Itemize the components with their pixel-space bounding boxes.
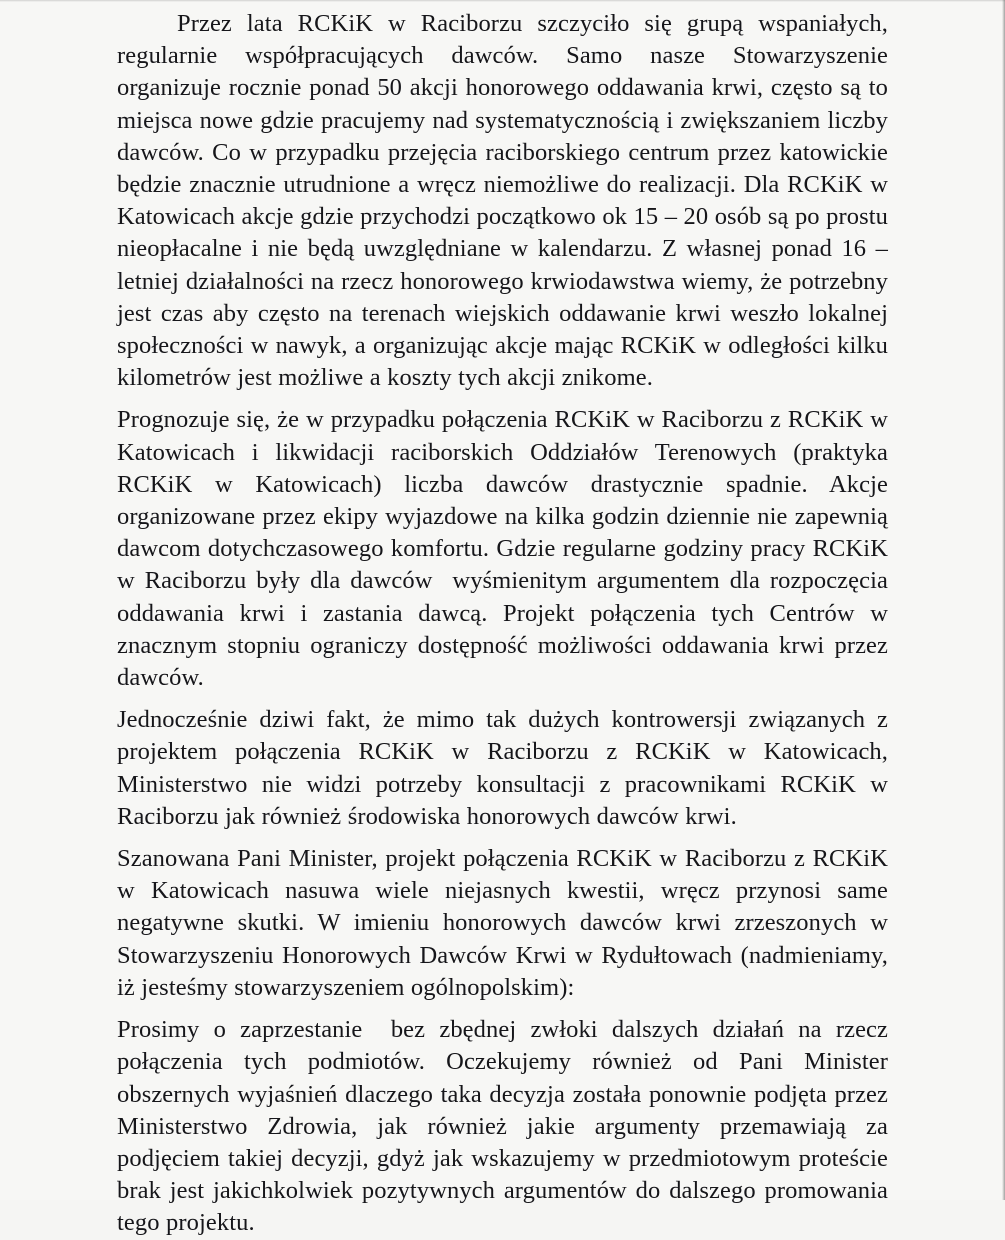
page-top-edge-shadow	[0, 0, 1005, 2]
paragraph-4: Szanowana Pani Minister, projekt połączenia RCKiK w Raciborzu z RCKiK w Katowicach nasuwa wiele niejasnych kwestii, wręcz przynosi same negatywne skutki. W imieniu honorowych dawców krwi zrzeszonych w Stowarzyszeniu Honorowych Dawców Krwi w Rydułtowach (nadmieniamy, iż jesteśmy stowarzyszeniem ogólnopolskim):	[117, 845, 895, 1001]
paragraph-2: Prognozuje się, że w przypadku połączenia RCKiK w Raciborzu z RCKiK w Katowicach i likwidacji raciborskich Oddziałów Terenowych (praktyka RCKiK w Katowicach) liczba dawców drastycznie spadnie. Akcje organizowane przez ekipy wyjazdowe na kilka godzin dziennie nie zapewnią dawcom dotychczasowego komfortu. Gdzie regularne godziny pracy RCKiK w Raciborzu były dla dawców wyśmienitym argumentem dla rozpoczęcia oddawania krwi i zastania dawcą. Projekt połączenia tych Centrów w znacznym stopniu ograniczy dostępność możliwości oddawania krwi przez dawców.	[117, 406, 895, 692]
paragraph-1: Przez lata RCKiK w Raciborzu szczyciło się grupą wspaniałych, regularnie współpracujących dawców. Samo nasze Stowarzyszenie organizuje rocznie ponad 50 akcji honorowego oddawania krwi, często są to miejsca nowe gdzie pracujemy nad systematycznością i zwiększaniem liczby dawców. Co w przypadku przejęcia raciborskiego centrum przez katowickie będzie znacznie utrudnione a wręcz niemożliwe do realizacji. Dla RCKiK w Katowicach akcje gdzie przychodzi początkowo ok 15 – 20 osób są po prostu nieopłacalne i nie będą uwzględniane w kalendarzu. Z własnej ponad 16 – letniej działalności na rzecz honorowego krwiodawstwa wiemy, że potrzebny jest czas aby często na terenach wiejskich oddawanie krwi weszło lokalnej społeczności w nawyk, a organizując akcje mając RCKiK w odległości kilku kilometrów jest możliwe a koszty tych akcji znikome.	[117, 10, 901, 392]
paragraph-5: Prosimy o zaprzestanie bez zbędnej zwłoki dalszych działań na rzecz połączenia tych podmiotów. Oczekujemy również od Pani Minister obszernych wyjaśnień dlaczego taka decyzja została ponownie podjęta przez Ministerstwo Zdrowia, jak również jakie argumenty przemawiają za podjęciem takiej decyzji, gdyż jak wskazujemy w przedmiotowym proteście brak jest jakichkolwiek pozytywnych argumentów do dalszego promowania tego projektu.	[117, 1016, 895, 1237]
paragraph-3: Jednocześnie dziwi fakt, że mimo tak dużych kontrowersji związanych z projektem połączenia RCKiK w Raciborzu z RCKiK w Katowicach, Ministerstwo nie widzi potrzeby konsultacji z pracownikami RCKiK w Raciborzu jak również środowiska honorowych dawców krwi.	[117, 706, 895, 830]
document-body	[117, 8, 901, 1240]
